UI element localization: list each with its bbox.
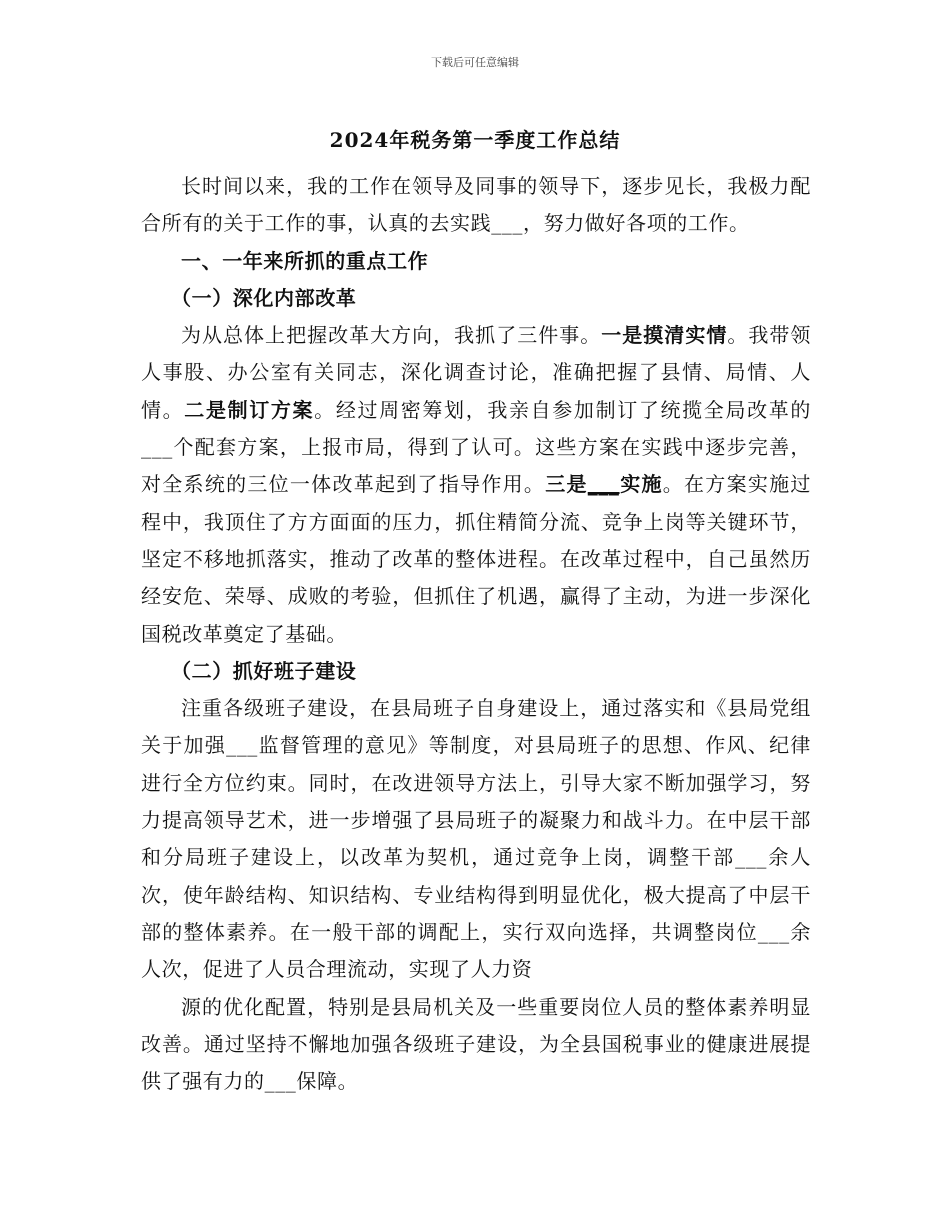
team-paragraph-2: 源的优化配置，特别是县局机关及一些重要岗位人员的整体素养明显改善。通过坚持不懈地加强各级班子建设，为全县国税事业的健康进展提供了强有力的___保障。 bbox=[141, 994, 811, 1094]
point-three-label-end: 实施 bbox=[619, 472, 663, 497]
reform-text-a: 为从总体上把握改革大方向，我抓了三件事。 bbox=[181, 323, 602, 348]
team-paragraph-1: 注重各级班子建设，在县局班子自身建设上，通过落实和《县局党组关于加强___监督管理的意见》等制度，对县局班子的思想、作风、纪律进行全方位约束。同时，在改进领导方法上，引导大家不断加强学习，努力提高领导艺术，进一步增强了县局班子的凝聚力和战斗力。在中层干部和分局班子建设上，以改革为契机，通过竞争上岗，调整干部___余人次，使年龄结构、知识结构、专业结构得到明显优化，极大提高了中层干部的整体素养。在一般干部的调配上，实行双向选择，共调整岗位___余人次，促进了人员合理流动，实现了人力资 bbox=[141, 696, 811, 982]
subsection-heading-2: （二）抓好班子建设 bbox=[171, 658, 357, 683]
point-three-label: 三是 bbox=[545, 472, 588, 497]
subsection-heading-1: （一）深化内部改革 bbox=[171, 285, 357, 310]
reform-text-d: 。经过周密筹划，我亲自参加制订了统揽全局改革的___个配套方案，上报市局，得到了认可。这些方案在实践中逐步完善，对全系统的三位一体改革起到了指导作用。 bbox=[141, 397, 811, 497]
point-three-blank: ___ bbox=[587, 472, 620, 497]
document-title: 2024年税务第一季度工作总结 bbox=[329, 128, 621, 152]
point-one-label: 一是摸清实情 bbox=[601, 323, 728, 348]
document-body bbox=[141, 168, 811, 1100]
reform-text-c: 。我带领人事股、办公室有关同志，深化调查讨论，准确把握了县情、局情、人情。 bbox=[141, 323, 811, 422]
reform-paragraph bbox=[141, 317, 811, 653]
intro-paragraph: 长时间以来，我的工作在领导及同事的领导下，逐步见长，我极力配合所有的关于工作的事，认真的去实践___，努力做好各项的工作。 bbox=[141, 174, 811, 236]
section-heading-1: 一、一年来所抓的重点工作 bbox=[181, 248, 429, 273]
header-note: 下载后可任意编辑 bbox=[431, 56, 519, 69]
reform-text-e: 。在方案实施过程中，我顶住了方方面面的压力，抓住精简分流、竞争上岗等关键环节，坚定不移地抓落实，推动了改革的整体进程。在改革过程中，自己虽然历经安危、荣辱、成败的考验，但抓住了机遇，赢得了主动，为进一步深化国税改革奠定了基础。 bbox=[141, 472, 811, 646]
point-two-label: 二是制订方案 bbox=[184, 397, 315, 422]
